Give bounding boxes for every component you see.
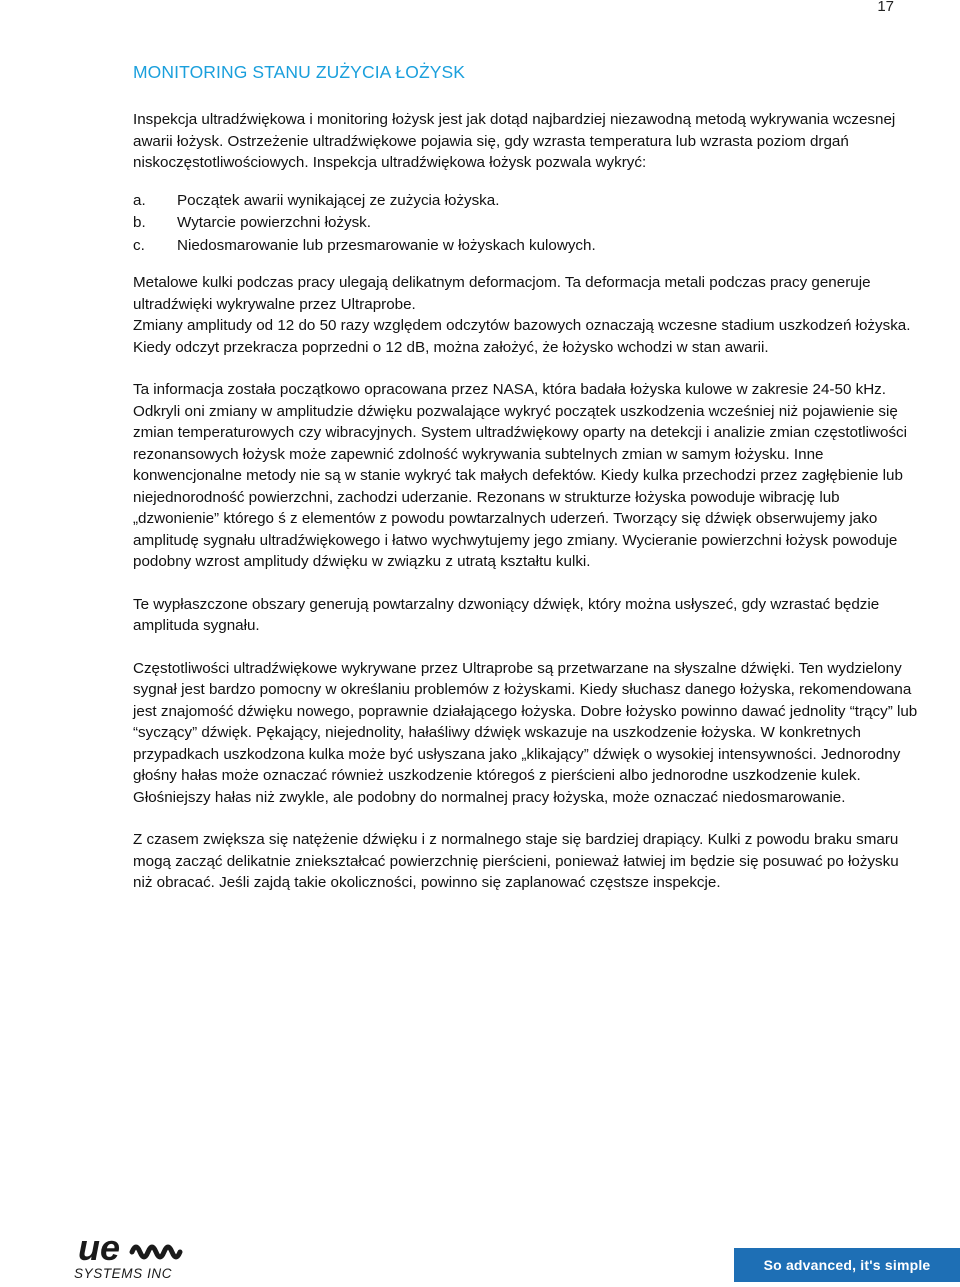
detection-list (133, 190, 919, 258)
intro-paragraph: Inspekcja ultradźwiękowa i monitoring łożysk jest jak dotąd najbardziej niezawodną metodą wykrywania wczesnej awarii łożysk. Ostrzeżenie ultradźwiękowe pojawia się, gdy wzrasta temperatura lub wzrasta poziom drgań niskoczęstotliwościowych. Inspekcja ultradźwiękowa łożysk pozwala wykryć: (133, 111, 896, 171)
paragraph-frequencies: Częstotliwości ultradźwiękowe wykrywane przez Ultraprobe są przetwarzane na słyszalne dźwięki. Ten wydzielony sygnał jest bardzo pomocny w określaniu problemów z łożyskami. Kiedy słuchasz danego łożyska, rekomendowana jest znajomość dźwięku nowego, poprawnie działającego łożyska. Dobre łożysko powinno dawać jednolity “trący” lub “syczący” dźwięk. Pękający, niejednolity, hałaśliwy dźwięk wskazuje na uszkodzenie łożyska. W konkretnych przypadkach uszkodzona kulka może być usłyszana jako „klikający” dźwięk o wysokiej intensywności. Jednorodny głośny hałas może oznaczać również uszkodzenie któregoś z pierścieni albo jednorodne uszkodzenie kulek. Głośniejszy hałas niż zwykle, ale podobny do normalnej pracy łożyska, może oznaczać niedosmarowanie. (133, 659, 918, 806)
list-item-text: Niedosmarowanie lub przesmarowanie w łożyskach kulowych. (177, 236, 596, 254)
document-body (133, 62, 919, 894)
list-item (133, 235, 919, 258)
list-item (133, 212, 919, 235)
tagline-banner: So advanced, it's simple (734, 1248, 960, 1282)
list-marker: a. (133, 191, 146, 209)
section-title: MONITORING STANU ZUŻYCIA ŁOŻYSK (133, 62, 466, 82)
page-footer (0, 1222, 960, 1284)
ue-systems-logo (72, 1226, 194, 1282)
list-item (133, 190, 919, 213)
list-marker: b. (133, 214, 146, 231)
paragraph-deformation: Metalowe kulki podczas pracy ulegają delikatnym deformacjom. Ta deformacja metali podczas pracy generuje ultradźwięki wykrywalne przez Ultraprobe. (133, 274, 871, 313)
paragraph-lubrication: Z czasem zwiększa się natężenie dźwięku i z normalnego staje się bardziej drapiący. Kulki z powodu braku smaru mogą zacząć delikatnie zniekształcać powierzchnię pierścieni, ponieważ łatwiej im będzie się posuwać po łożysku niż obracać. Jeśli zajdą takie okoliczności, powinno się zaplanować częstsze inspekcje. (133, 831, 899, 891)
svg-text:SYSTEMS INC: SYSTEMS INC (74, 1266, 173, 1281)
list-item-text: Początek awarii wynikającej ze zużycia łożyska. (177, 191, 500, 209)
list-item-text: Wytarcie powierzchni łożysk. (177, 214, 371, 231)
page-number: 17 (877, 0, 894, 15)
svg-text:ue: ue (78, 1227, 121, 1268)
list-marker: c. (133, 236, 145, 254)
ue-systems-logo-icon (72, 1226, 194, 1282)
paragraph-amplitude: Zmiany amplitudy od 12 do 50 razy względem odczytów bazowych oznaczają wczesne stadium uszkodzeń łożyska. Kiedy odczyt przekracza poprzedni o 12 dB, można założyć, że łożysko wchodzi w stan awarii. (133, 317, 911, 356)
paragraph-flattened-areas: Te wypłaszczone obszary generują powtarzalny dzwoniący dźwięk, który można usłyszeć, gdy wzrastać będzie amplituda sygnału. (133, 595, 880, 634)
paragraph-nasa: Ta informacja została początkowo opracowana przez NASA, która badała łożyska kulowe w zakresie 24-50 kHz. Odkryli oni zmiany w amplitudzie dźwięku pozwalające wykryć początek uszkodzenia wcześniej niż pojawienie się zmian temperaturowych czy wibracyjnych. System ultradźwiękowy oparty na detekcji i analizie zmian częstotliwości rezonansowych łożysk może zapewnić zdolność wykrywania subtelnych zmian w samym łożysku. Inne konwencjonalne metody nie są w stanie wykryć tak małych defektów. Kiedy kulka przechodzi przez zagłębienie lub niejednorodność powierzchni, zachodzi uderzanie. Rezonans w strukturze łożyska powoduje wibrację lub „dzwonienie” którego ś z elementów z powodu powtarzalnych uderzeń. Tworzący się dźwięk obserwujemy jako amplitudę sygnału ultradźwiękowego i łatwo wychwytujemy jego zmiany. Wycieranie powierzchni łożysk powoduje podobny wzrost amplitudy dźwięku w związku z utratą kształtu kulki. (133, 381, 908, 570)
